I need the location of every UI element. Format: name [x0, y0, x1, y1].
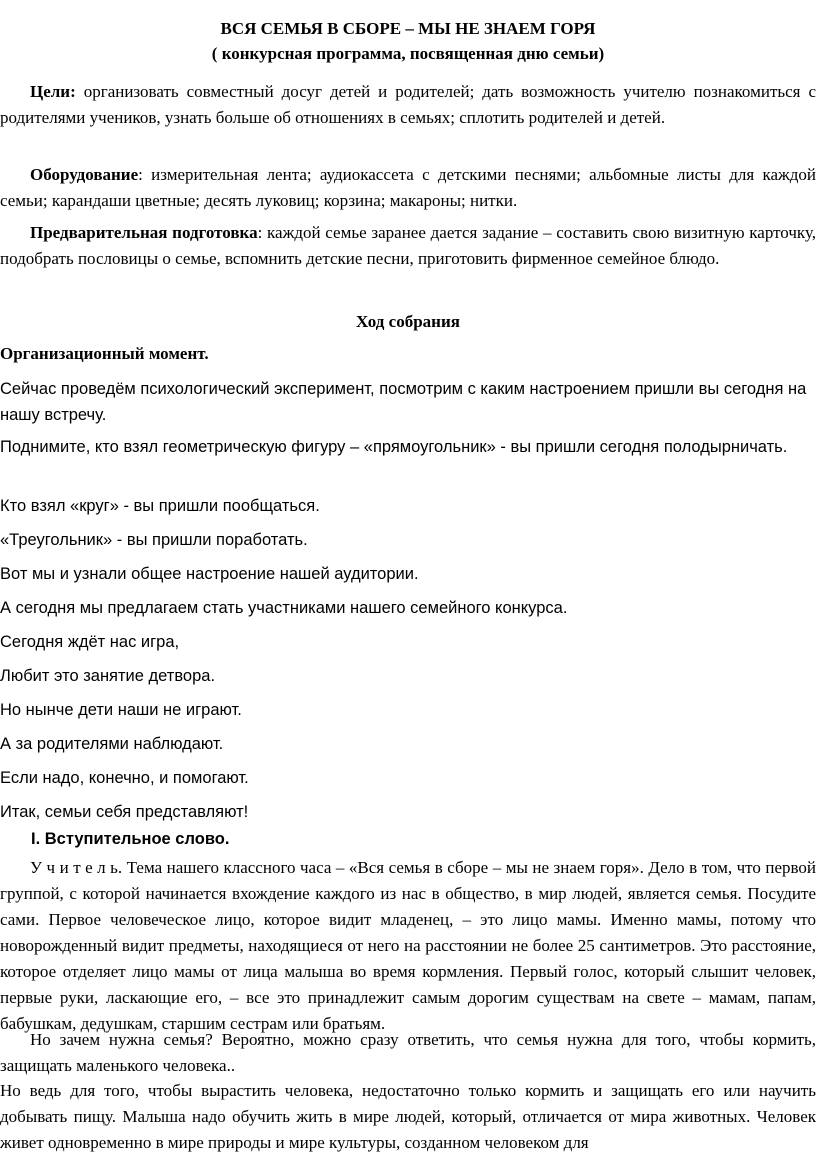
section1-para3-text: Но ведь для того, чтобы вырастить человека, недостаточно только кормить и защищать его или научить добывать пищу. Малыша надо обучить жить в мире людей, который, отличается от мира животных. Человек живет одновременно в мире природы и мире культуры, созданном человеком для — [0, 1081, 816, 1152]
goals-text: организовать совместный досуг детей и родителей; дать возможность учителю познакомиться с родителями учеников, узнать больше об отношениях в семьях; сплотить родителей и детей. — [0, 82, 816, 127]
equipment-label: Оборудование — [30, 165, 139, 184]
preparation-text: : каждой семье заранее дается задание – составить свою визитную карточку, подобрать пословицы о семье, вспомнить детские песни, приготовить фирменное семейное блюдо. — [0, 223, 816, 268]
text-line: А за родителями наблюдают. — [0, 735, 224, 753]
goals-paragraph — [0, 79, 816, 131]
text-line: Любит это занятие детвора. — [0, 667, 216, 685]
text-line: «Треугольник» - вы пришли поработать. — [0, 531, 308, 549]
section1-paragraph-3 — [0, 1078, 816, 1156]
text-line: Кто взял «круг» - вы пришли пообщаться. — [0, 497, 320, 515]
document-title: ВСЯ СЕМЬЯ В СБОРЕ – МЫ НЕ ЗНАЕМ ГОРЯ — [220, 19, 596, 38]
text-line: Но нынче дети наши не играют. — [0, 701, 242, 719]
text-line: А сегодня мы предлагаем стать участниками нашего семейного конкурса. — [0, 599, 568, 617]
preparation-paragraph — [0, 220, 816, 272]
document-subtitle: ( конкурсная программа, посвященная дню семьи) — [211, 44, 605, 63]
text-line: Итак, семьи себя представляют! — [0, 803, 249, 821]
org-heading: Организационный момент. — [0, 344, 209, 363]
section1-heading: I. Вступительное слово. — [31, 830, 230, 848]
section1-text: Тема нашего классного часа – «Вся семья в сборе – мы не знаем горя». Дело в том, что первой группой, с которой начинается вхождение каждого из нас в общество, в мир людей, является семья. Посудите сами. Первое человеческое лицо, которое видит младенец, – это лицо мамы. Именно мамы, потому что новорожденный видит предметы, находящиеся от него на расстоянии не более 25 сантиметров. Это расстояние, которое отделяет лицо мамы от лица малыша во время кормления. Первый голос, который слышит человек, первые руки, ласкающие его, – все это принадлежит самым дорогим существам на свете – мамам, папам, бабушкам, дедушкам, старшим сестрам или братьям. — [0, 858, 816, 1033]
text-line: Сейчас проведём психологический эксперимент, посмотрим с каким настроением пришли вы сегодня на нашу встречу. — [0, 380, 807, 424]
text-line: Сегодня ждёт нас игра, — [0, 633, 180, 651]
goals-label: Цели: — [30, 82, 76, 101]
text-line: Поднимите, кто взял геометрическую фигуру – «прямоугольник» - вы пришли сегодня полодырничать. — [0, 438, 788, 456]
speaker-label: У ч и т е л ь. — [30, 858, 123, 877]
equipment-text: : измерительная лента; аудиокассета с детскими песнями; альбомные листы для каждой семьи; карандаши цветные; десять луковиц; корзина; макароны; нитки. — [0, 165, 816, 210]
section1-paragraph-2 — [0, 1027, 816, 1079]
preparation-label: Предварительная подготовка — [30, 223, 258, 242]
equipment-paragraph — [0, 162, 816, 214]
section1-para2-text: Но зачем нужна семья? Вероятно, можно сразу ответить, что семья нужна для того, чтобы кормить, защищать маленького человека.. — [0, 1030, 816, 1075]
text-line: Вот мы и узнали общее настроение нашей аудитории. — [0, 565, 419, 583]
meeting-heading: Ход собрания — [356, 312, 460, 331]
text-line: Если надо, конечно, и помогают. — [0, 769, 249, 787]
section1-paragraph — [0, 855, 816, 1037]
